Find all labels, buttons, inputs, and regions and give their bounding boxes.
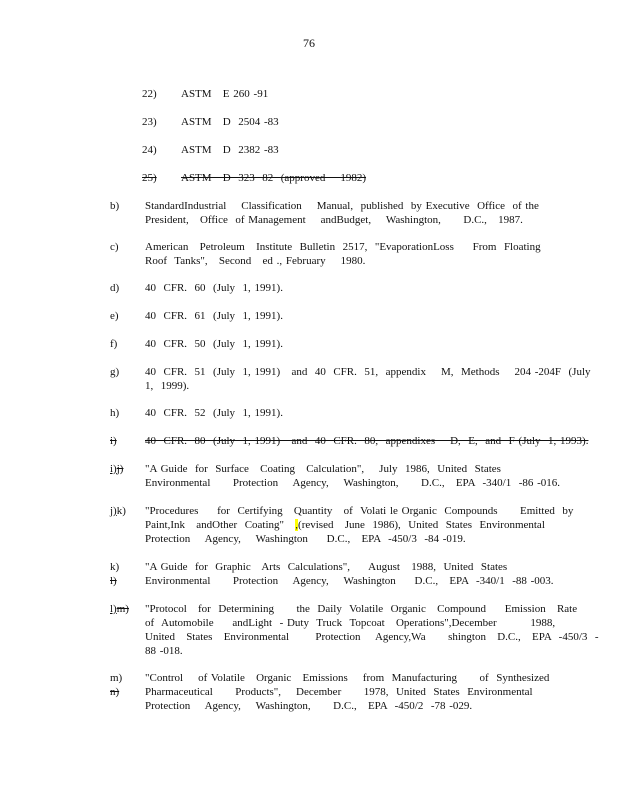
- item-line: Protection Agency, Washington, D.C., EPA -450/2 -78 -029.: [145, 700, 473, 712]
- item-line-highlighted: [145, 518, 545, 532]
- item-line: Pharmaceutical Products", December 1978, United States Environmental: [145, 686, 533, 698]
- item-line: American Petroleum Institute Bulletin 2517, "EvaporationLoss From Floating: [145, 241, 541, 253]
- item-label: 23): [142, 116, 157, 128]
- item-label: c): [110, 241, 119, 253]
- item-line: 88 -018.: [145, 645, 183, 657]
- item-line: 40 CFR. 61 (July 1, 1991).: [145, 310, 283, 322]
- line-part: Paint,Ink andOther Coating": [145, 519, 296, 531]
- line-part: (revised June 1986), United States Environmental: [298, 519, 545, 531]
- item-label: [110, 671, 122, 699]
- item-line: of Automobile andLight - Duty Truck Topcoat Operations",December 1988,: [145, 617, 556, 629]
- item-label: [110, 560, 119, 588]
- label-new: j): [110, 505, 117, 517]
- item-line: "A Guide for Surface Coating Calculation", July 1986, United States: [145, 463, 501, 475]
- item-text: ASTM E 260 -91: [181, 88, 269, 100]
- item-label: 25): [142, 172, 157, 184]
- item-label: 24): [142, 144, 157, 156]
- label-new: i): [110, 463, 117, 475]
- item-line: Environmental Protection Agency, Washington, D.C., EPA -340/1 -86 -016.: [145, 477, 561, 489]
- label-old: n): [110, 686, 120, 698]
- item-line: 40 CFR. 51 (July 1, 1991) and 40 CFR. 51, appendix M, Methods 204 -204F (July: [145, 366, 591, 378]
- label-new: k): [110, 561, 120, 573]
- item-line: President, Office of Management andBudget, Washington, D.C., 1987.: [145, 214, 523, 226]
- item-line: "Protocol for Determining the Daily Volatile Organic Compound Emission Rate: [145, 603, 578, 615]
- item-label: 22): [142, 88, 157, 100]
- label-old: k): [116, 505, 126, 517]
- item-label: i): [110, 435, 117, 447]
- item-line: 40 CFR. 50 (July 1, 1991).: [145, 338, 283, 350]
- item-text: ASTM D 323 82 (approved 1982): [181, 172, 367, 184]
- item-label: e): [110, 310, 119, 322]
- item-label: [110, 602, 129, 616]
- item-text: ASTM D 2504 -83: [181, 116, 279, 128]
- highlight-mark: ,: [295, 519, 299, 531]
- label-new: m): [110, 672, 123, 684]
- label-new: l): [110, 603, 117, 615]
- item-line: 40 CFR. 52 (July 1, 1991).: [145, 407, 283, 419]
- item-line: 1, 1999).: [145, 380, 190, 392]
- item-line: "Control of Volatile Organic Emissions from Manufacturing of Synthesized: [145, 672, 550, 684]
- item-line: Environmental Protection Agency, Washington D.C., EPA -340/1 -88 -003.: [145, 575, 554, 587]
- item-line: "Procedures for Certifying Quantity of Volati le Organic Compounds Emitted by: [145, 505, 574, 517]
- item-line: 40 CFR. 60 (July 1, 1991).: [145, 282, 283, 294]
- label-old: j): [116, 463, 124, 475]
- item-label: [110, 504, 126, 518]
- item-line: StandardIndustrial Classification Manual, published by Executive Office of the: [145, 200, 539, 212]
- item-text: ASTM D 2382 -83: [181, 144, 279, 156]
- page-number: 76: [303, 36, 315, 50]
- label-old: l): [110, 575, 117, 587]
- label-old: m): [116, 603, 129, 615]
- item-line: 40 CFR. 80 (July 1, 1991) and 40 CFR. 80, appendixes D, E, and F (July 1, 1993).: [145, 435, 589, 447]
- item-label: g): [110, 366, 120, 378]
- item-label: d): [110, 282, 120, 294]
- item-line: Protection Agency, Washington D.C., EPA -450/3 -84 -019.: [145, 533, 466, 545]
- item-line: Roof Tanks", Second ed ., February 1980.: [145, 255, 366, 267]
- item-line: United States Environmental Protection Agency,Wa shington D.C., EPA -450/3 -: [145, 631, 599, 643]
- item-label: [110, 462, 123, 476]
- item-label: h): [110, 407, 120, 419]
- item-label: f): [110, 338, 118, 350]
- item-label: b): [110, 200, 120, 212]
- item-line: "A Guide for Graphic Arts Calculations", August 1988, United States: [145, 561, 508, 573]
